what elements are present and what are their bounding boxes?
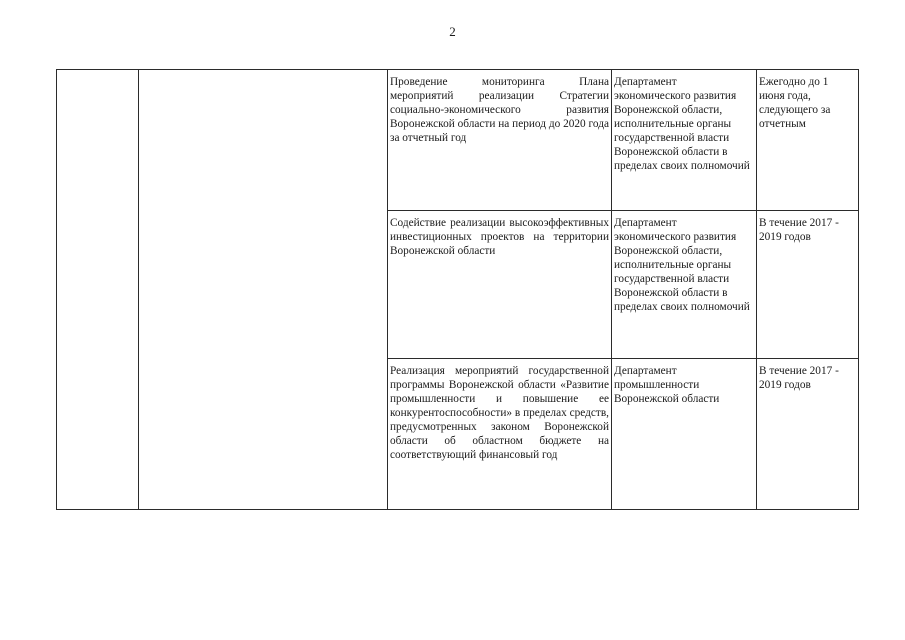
- responsible-cell: [612, 211, 757, 359]
- responsible-cell: [612, 70, 757, 211]
- number-column-cell: [57, 70, 139, 510]
- responsible-cell: [612, 359, 757, 510]
- table-row: [57, 70, 859, 211]
- event-cell: [388, 70, 612, 211]
- deadline-text: В течение 2017 - 2019 годов: [759, 217, 839, 243]
- event-cell: [388, 211, 612, 359]
- deadline-cell: [757, 70, 859, 211]
- measures-table: [56, 69, 859, 510]
- responsible-text: Департамент промышленности Воронежской области: [614, 365, 720, 405]
- event-text: Содействие реализации высокоэффективных инвестиционных проектов на территории Воронежской области: [390, 217, 609, 257]
- deadline-cell: [757, 359, 859, 510]
- responsible-text: Департамент экономического развития Воронежской области, исполнительные органы государственной власти Воронежской области в пределах своих полномочий: [614, 217, 750, 313]
- deadline-text: В течение 2017 - 2019 годов: [759, 365, 839, 391]
- event-text: Реализация мероприятий государственной программы Воронежской области «Развитие промышленности и повышение ее конкурентоспособности» в пределах средств, предусмотренных законом Воронежской области об областном бюджете на соответствующий финансовый год: [390, 365, 609, 461]
- deadline-cell: [757, 211, 859, 359]
- deadline-text: Ежегодно до 1 июня года, следующего за отчетным: [759, 76, 831, 130]
- event-cell: [388, 359, 612, 510]
- goal-column-cell: [139, 70, 388, 510]
- event-text: Проведение мониторинга Плана мероприятий реализации Стратегии социально-экономического развития Воронежской области на период до 2020 года за отчетный год: [390, 76, 609, 144]
- page-number: 2: [449, 24, 456, 39]
- responsible-text: Департамент экономического развития Воронежской области, исполнительные органы государственной власти Воронежской области в пределах своих полномочий: [614, 76, 750, 172]
